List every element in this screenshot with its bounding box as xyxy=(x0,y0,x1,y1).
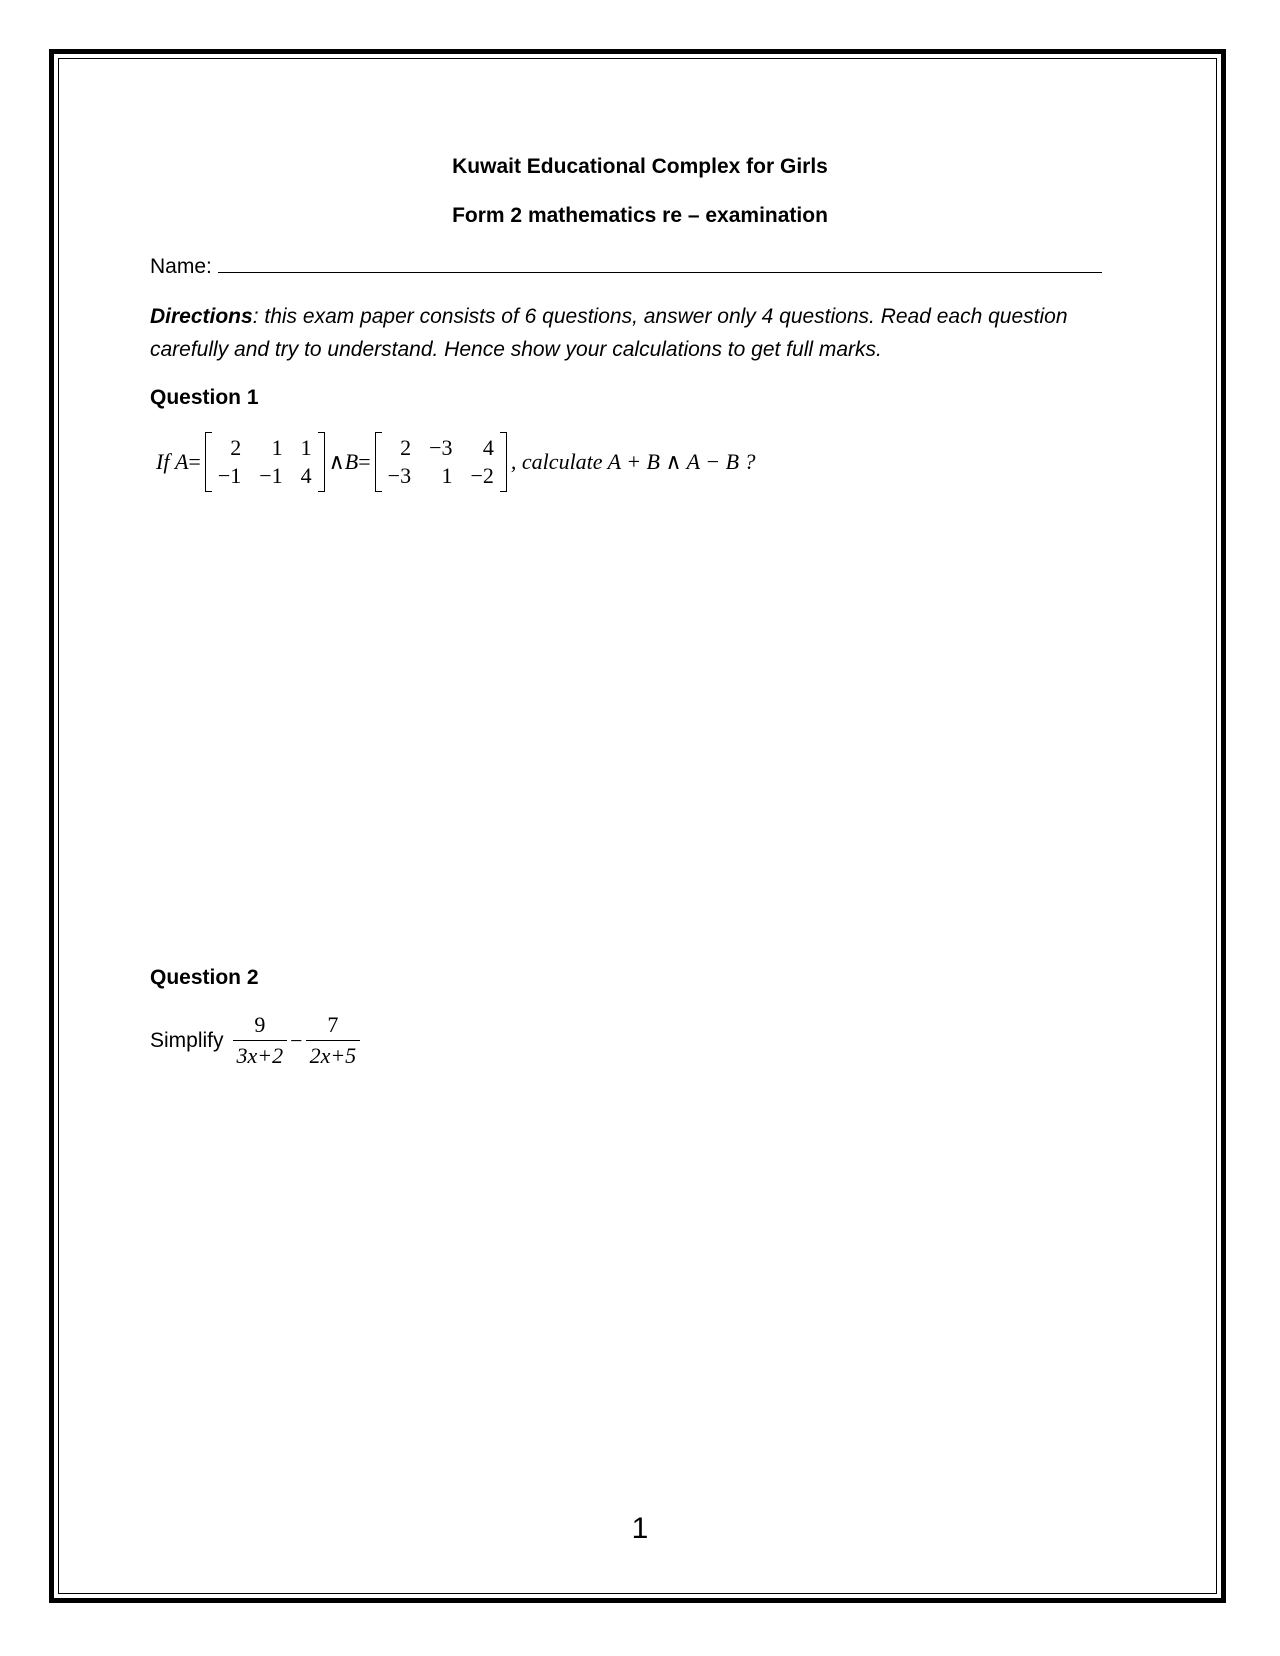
exam-title: Form 2 mathematics re – examination xyxy=(452,204,828,227)
name-blank-line[interactable] xyxy=(218,254,1102,273)
q1-var-b: B xyxy=(344,449,359,474)
page-number: 1 xyxy=(631,1512,649,1545)
directions-text: : this exam paper consists of 6 questions, answer only 4 questions. Read each question carefully and try to understand. Hence show your calculations to get full marks. xyxy=(150,305,1068,361)
matrix-b-left-bracket xyxy=(375,432,382,492)
matrix-b xyxy=(375,432,507,492)
fraction-1-denominator: 3x+2 xyxy=(233,1040,288,1069)
directions-label: Directions xyxy=(150,305,253,328)
matrix-b-cell: −3 xyxy=(387,463,412,488)
q1-tail: , calculate A + B ∧ A − B ? xyxy=(510,449,756,474)
name-field[interactable] xyxy=(150,254,1102,279)
q1-if: If xyxy=(156,449,170,474)
q2-simplify: Simplify xyxy=(150,1028,224,1052)
page-border-inner xyxy=(58,58,1217,1594)
fraction-1 xyxy=(233,1012,288,1069)
matrix-b-cell: 4 xyxy=(482,435,494,460)
matrix-a xyxy=(205,432,325,492)
school-title: Kuwait Educational Complex for Girls xyxy=(452,155,828,178)
question-1-title: Question 1 xyxy=(150,386,259,409)
q1-and-symbol: ∧ xyxy=(328,449,345,474)
fraction-1-numerator: 9 xyxy=(254,1012,266,1037)
q1-equals-b: = xyxy=(358,449,371,474)
matrix-a-cell: 1 xyxy=(271,435,283,460)
q1-var-a: A xyxy=(174,449,189,474)
fraction-2 xyxy=(306,1012,361,1069)
question-1-expression xyxy=(156,432,756,492)
q1-equals-a: = xyxy=(188,449,201,474)
question-2-expression xyxy=(150,1012,363,1069)
matrix-a-cell: 1 xyxy=(300,435,312,460)
matrix-a-cell: −1 xyxy=(259,463,283,488)
fraction-2-numerator: 7 xyxy=(327,1012,339,1037)
matrix-b-cell: −3 xyxy=(429,435,453,460)
q2-minus: − xyxy=(290,1027,303,1053)
matrix-b-cell: 2 xyxy=(400,435,412,460)
matrix-a-cell: 4 xyxy=(300,463,312,488)
matrix-b-right-bracket xyxy=(500,432,507,492)
directions-paragraph xyxy=(150,300,1140,366)
matrix-b-cell: 1 xyxy=(441,463,453,488)
name-label: Name: xyxy=(150,255,212,278)
matrix-a-left-bracket xyxy=(205,432,212,492)
fraction-2-denominator: 2x+5 xyxy=(306,1040,361,1069)
matrix-a-right-bracket xyxy=(318,432,325,492)
matrix-b-cell: −2 xyxy=(470,463,494,488)
matrix-a-cell: −1 xyxy=(217,463,242,488)
question-2-title: Question 2 xyxy=(150,966,259,989)
matrix-a-cell: 2 xyxy=(230,435,242,460)
